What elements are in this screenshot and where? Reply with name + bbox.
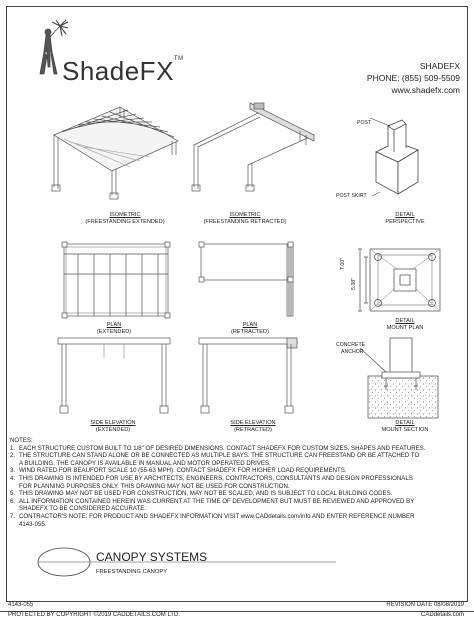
note-text: SHADEFX TO BE CONSIDERED ACCURATE. xyxy=(19,505,146,513)
note-number xyxy=(10,483,19,491)
note-line xyxy=(10,521,456,529)
label-concrete: CONCRETE xyxy=(336,342,366,348)
isometric-retracted-drawing xyxy=(188,95,328,205)
caption-detail-mount-plan: DETAIL MOUNT PLAN xyxy=(386,318,424,331)
note-text: EACH STRUCTURE CUSTOM BUILT TO 1/8" OF DESIRED DIMENSIONS. CONTACT SHADEFX FOR CUSTOM SIZES, SHAPES AND FEATURES. xyxy=(19,444,426,452)
company-name: SHADEFX xyxy=(419,61,460,71)
plan-extended-drawing xyxy=(64,244,174,324)
note-number: 4. xyxy=(10,474,16,482)
notes-block xyxy=(10,437,456,528)
note-text: THE STRUCTURE CAN STAND ALONE OR BE CONNECTED AS MULTIPLE BAYS. THE STRUCTURE CAN FREESTAND OR BE ATTACHED TO xyxy=(19,452,420,460)
caddetails-link[interactable]: CADdetails.com xyxy=(420,612,464,618)
title-block-ellipse xyxy=(36,547,96,583)
phone-number: PHONE: (855) 509-5509 xyxy=(366,73,460,83)
copyright-notice: PROTECTED BY COPYRIGHT ©2019 CADDETAILS.COM LTD. xyxy=(8,612,181,618)
label-post-skirt: POST SKIRT xyxy=(336,193,367,199)
note-text: WIND RATED FOR BEAUFORT SCALE 10 (55-63 MPH). CONTACT SHADEFX FOR HIGHER LOAD REQUIREMENTS. xyxy=(19,467,347,475)
note-line xyxy=(10,505,456,513)
note-line xyxy=(10,498,456,506)
note-number: 7. xyxy=(10,512,16,520)
note-number: 6. xyxy=(10,497,16,505)
title-block-subtitle: FREESTANDING CANOPY xyxy=(96,569,168,575)
note-number: 1. xyxy=(10,444,16,452)
notes-list xyxy=(10,445,456,529)
caption-plan-retracted: PLAN (RETRACTED) xyxy=(231,322,269,335)
note-text: CONTRACTOR'S NOTE: FOR PRODUCT AND SHADEFX INFORMATION VISIT www.CADdetails.com/info AND ENTER REFERENCE NUMBER xyxy=(19,512,415,520)
note-line xyxy=(10,490,456,498)
detail-mount-plan-drawing xyxy=(358,245,448,325)
notes-heading: NOTES: xyxy=(10,437,33,444)
note-text: FOR PLANNING PURPOSES ONLY. THIS DRAWING MAY NOT BE USED FOR CONSTRUCTION. xyxy=(19,482,290,490)
title-block-title: CANOPY SYSTEMS xyxy=(96,550,208,564)
note-line xyxy=(10,467,456,475)
dimension-7-00: 7.00" xyxy=(340,258,346,270)
detail-perspective-drawing xyxy=(366,120,446,210)
isometric-extended-drawing xyxy=(50,95,200,205)
caption-detail-mount-section: DETAIL MOUNT SECTION xyxy=(381,420,429,433)
plan-retracted-drawing xyxy=(201,244,301,324)
caption-side-elevation-retracted: SIDE ELEVATION (RETRACTED) xyxy=(230,420,276,433)
note-number: 5. xyxy=(10,490,16,498)
label-post: POST xyxy=(357,120,372,126)
side-elevation-retracted-drawing xyxy=(199,338,309,418)
note-text: ALL INFORMATION CONTAINED HEREIN WAS CURRENT AT THE TIME OF DEVELOPMENT BUT MUST BE REVIEWED AND APPROVED BY xyxy=(19,497,415,505)
caption-detail-perspective: DETAIL PERSPECTIVE xyxy=(385,212,425,225)
note-number xyxy=(10,505,19,513)
note-line xyxy=(10,475,456,483)
note-text: 4143-055. xyxy=(19,520,47,528)
caption-side-elevation-extended: SIDE ELEVATION (EXTENDED) xyxy=(90,420,136,433)
label-anchor: ANCHOR xyxy=(341,349,364,355)
note-text: A BUILDING. THE CANOPY IS AVAILABLE IN MANUAL AND MOTOR OPERATED DRIVES. xyxy=(19,459,271,467)
note-number: 3. xyxy=(10,467,16,475)
revision-date: REVISION DATE 08/08/2019 xyxy=(386,602,464,608)
note-number xyxy=(10,521,19,529)
caption-plan-extended: PLAN (EXTENDED) xyxy=(96,322,132,335)
note-line xyxy=(10,513,456,521)
note-line xyxy=(10,460,456,468)
caption-isometric-extended: ISOMETRIC (FREESTANDING EXTENDED) xyxy=(85,212,165,225)
note-line xyxy=(10,452,456,460)
note-number xyxy=(10,460,19,468)
website: www.shadefx.com xyxy=(391,85,460,95)
brand-logo: ShadeFX™ xyxy=(62,56,184,86)
note-text: THIS DRAWING MAY NOT BE USED FOR CONSTRUCTION, MAY NOT BE SCALED, AND IS SUBJECT TO LOCAL BUILDING CODES. xyxy=(19,490,393,498)
note-number: 2. xyxy=(10,452,16,460)
note-line xyxy=(10,483,456,491)
reference-number: 4143-055 xyxy=(8,602,34,608)
dimension-5-38: 5.38" xyxy=(351,278,357,290)
note-line xyxy=(10,445,456,453)
caption-isometric-retracted: ISOMETRIC (FREESTANDING RETRACTED) xyxy=(203,212,287,225)
detail-mount-section-drawing xyxy=(356,334,456,424)
note-text: THIS DRAWING IS INTENDED FOR USE BY ARCHITECTS, ENGINEERS, CONTRACTORS, CONSULTANTS AND DESIGN PROFESSIONALS xyxy=(19,474,413,482)
side-elevation-extended-drawing xyxy=(58,338,178,418)
